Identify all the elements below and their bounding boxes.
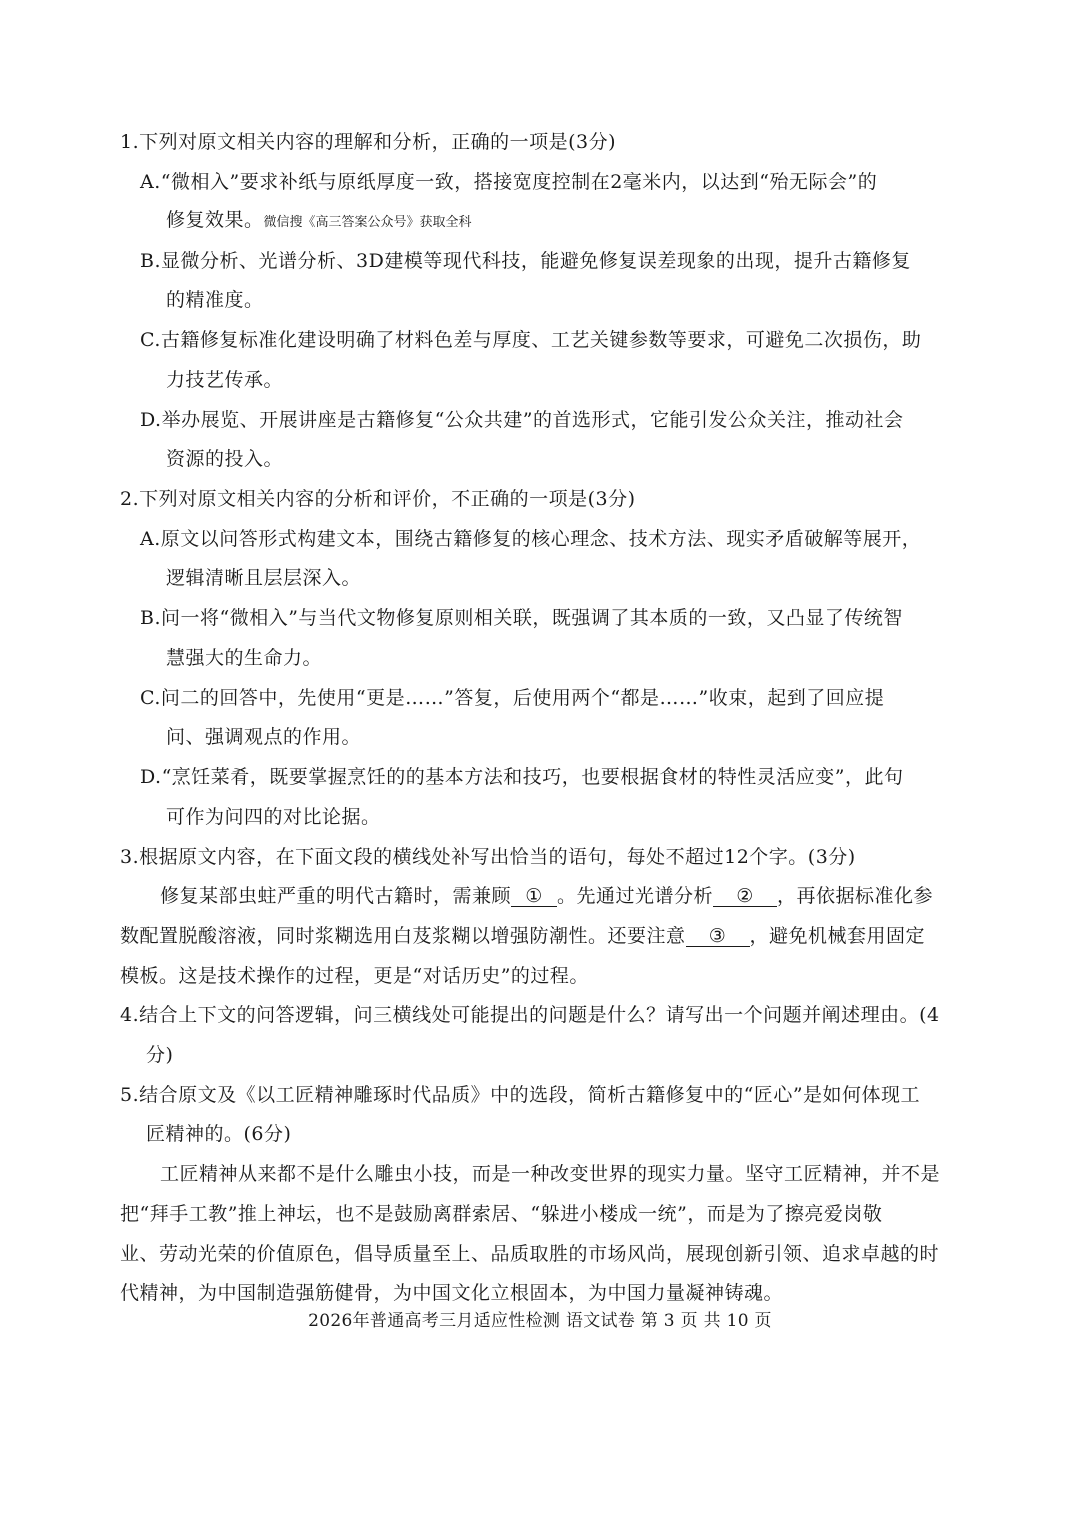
q3-blank-3: ③ xyxy=(686,926,750,947)
q2-option-d: D.“烹饪菜肴，既要掌握烹饪的的基本方法和技巧，也要根据食材的特性灵活应变”，此句 xyxy=(140,766,904,788)
q3-blank-1: ① xyxy=(511,886,557,907)
q2-option-b-cont: 慧强大的生命力。 xyxy=(166,647,323,669)
q1-option-a: A.“微相入”要求补纸与原纸厚度一致，搭接宽度控制在2毫米内，以达到“殆无际会”的 xyxy=(140,171,878,193)
q2-option-c: C.问二的回答中，先使用“更是……”答复，后使用两个“都是……”收束，起到了回应提 xyxy=(140,687,885,709)
q2-option-a: A.原文以问答形式构建文本，围绕古籍修复的核心理念、技术方法、现实矛盾破解等展开， xyxy=(140,528,922,550)
q3-text-2b: ，避免机械套用固定 xyxy=(749,925,926,947)
q1-option-d-cont: 资源的投入。 xyxy=(166,448,284,470)
q1-option-b: B.显微分析、光谱分析、3D建模等现代科技，能避免修复误差现象的出现，提升古籍修复 xyxy=(140,250,911,272)
q3-text-2a: 数配置脱酸溶液，同时浆糊选用白芨浆糊以增强防潮性。还要注意 xyxy=(120,925,686,947)
q1-option-a-cont xyxy=(166,208,472,235)
q2-option-c-cont: 问、强调观点的作用。 xyxy=(166,726,362,748)
q3-blank-2: ② xyxy=(713,886,777,907)
q1-option-d: D.举办展览、开展讲座是古籍修复“公众共建”的首选形式，它能引发公众关注，推动社会 xyxy=(140,409,904,431)
q3-passage-line-1 xyxy=(160,884,933,908)
q2-stem: 2.下列对原文相关内容的分析和评价，不正确的一项是(3分) xyxy=(120,488,636,510)
watermark-note: 微信搜《高三答案公众号》获取全科 xyxy=(263,215,472,230)
q4-stem: 4.结合上下文的问答逻辑，问三横线处可能提出的问题是什么？请写出一个问题并阐述理由。(4 xyxy=(120,1004,940,1026)
q5-excerpt-line-3: 业、劳动光荣的价值原色，倡导质量至上、品质取胜的市场风尚，展现创新引领、追求卓越的时 xyxy=(120,1243,940,1265)
q4-stem-cont: 分) xyxy=(146,1044,174,1066)
q1-option-c-cont: 力技艺传承。 xyxy=(166,369,284,391)
q1-option-a-cont-text: 修复效果。 xyxy=(166,209,264,231)
q3-passage-line-2 xyxy=(120,924,925,948)
q5-excerpt-line-4: 代精神，为中国制造强筋健骨，为中国文化立根固本，为中国力量凝神铸魂。 xyxy=(120,1282,784,1304)
q5-excerpt-line-2: 把“拜手工教”推上神坛，也不是鼓励离群索居、“躲进小楼成一统”，而是为了擦亮爱岗敬 xyxy=(120,1203,883,1225)
q3-text-1a: 修复某部虫蛀严重的明代古籍时，需兼顾 xyxy=(160,885,512,907)
q1-stem: 1.下列对原文相关内容的理解和分析，正确的一项是(3分) xyxy=(120,131,617,153)
q3-passage-line-3: 模板。这是技术操作的过程，更是“对话历史”的过程。 xyxy=(120,965,589,987)
q3-text-1c: ，再依据标准化参 xyxy=(777,885,934,907)
q2-option-a-cont: 逻辑清晰且层层深入。 xyxy=(166,567,362,589)
q2-option-d-cont: 可作为问四的对比论据。 xyxy=(166,806,381,828)
q5-excerpt-line-1: 工匠精神从来都不是什么雕虫小技，而是一种改变世界的现实力量。坚守工匠精神，并不是 xyxy=(160,1163,941,1185)
q1-option-c: C.古籍修复标准化建设明确了材料色差与厚度、工艺关键参数等要求，可避免二次损伤，助 xyxy=(140,329,922,351)
q2-option-b: B.问一将“微相入”与当代文物修复原则相关联，既强调了其本质的一致，又凸显了传统智 xyxy=(140,607,903,629)
q1-option-b-cont: 的精准度。 xyxy=(166,289,264,311)
page-footer: 2026年普通高考三月适应性检测 语文试卷 第 3 页 共 10 页 xyxy=(308,1311,772,1331)
q3-stem: 3.根据原文内容，在下面文段的横线处补写出恰当的语句，每处不超过12个字。(3分) xyxy=(120,846,856,868)
q3-text-1b: 。先通过光谱分析 xyxy=(557,885,714,907)
q5-stem-cont: 匠精神的。(6分) xyxy=(146,1123,292,1145)
q5-stem: 5.结合原文及《以工匠精神雕琢时代品质》中的选段，简析古籍修复中的“匠心”是如何体现工 xyxy=(120,1084,921,1106)
